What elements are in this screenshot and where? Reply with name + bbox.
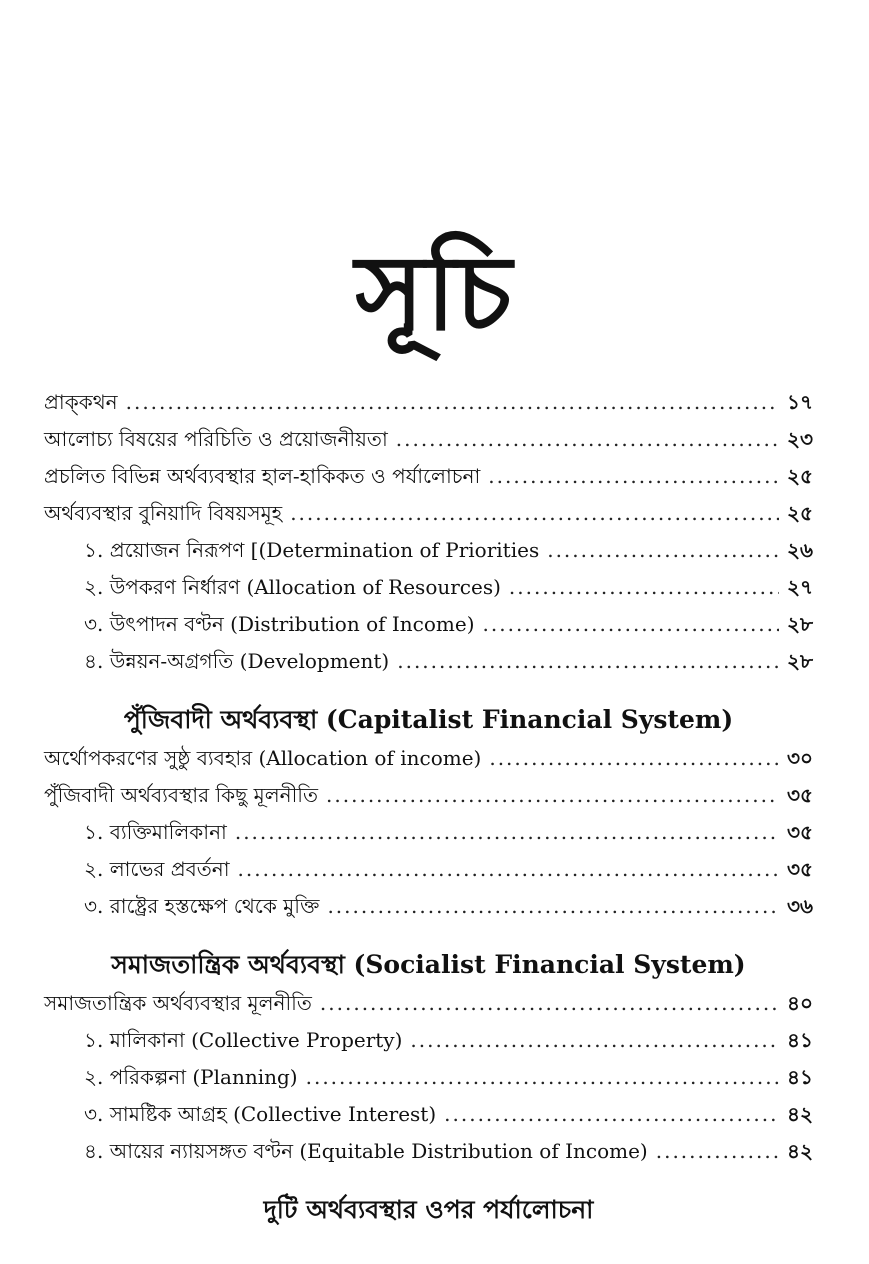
- section-heading: পুঁজিবাদী অর্থব্যবস্থা (Capitalist Financial System): [123, 705, 734, 734]
- dot-leader: [489, 740, 779, 777]
- dot-leader: [126, 384, 779, 421]
- dot-leader: [306, 1059, 779, 1096]
- toc-entry-label: ৩. উৎপাদন বণ্টন (Distribution of Income): [84, 612, 475, 636]
- toc-entry-page: ৩৫: [787, 820, 813, 844]
- dot-leader: [410, 1022, 779, 1059]
- dot-leader: [547, 532, 779, 569]
- dot-leader: [397, 643, 779, 680]
- dot-leader: [290, 495, 779, 532]
- toc-entry-page: ৪০: [787, 991, 813, 1015]
- toc-entry-page: ৩৫: [787, 783, 813, 807]
- toc-entry[interactable]: [44, 985, 813, 1022]
- toc-entry-label: পুঁজিবাদী অর্থব্যবস্থার কিছু মূলনীতি: [44, 783, 319, 807]
- toc-entry-label: ৪. আয়ের ন্যায়সঙ্গত বণ্টন (Equitable Distribution of Income): [84, 1139, 648, 1163]
- toc-entry-page: ৪১: [787, 1028, 813, 1052]
- toc-entry-page: ২৭: [786, 575, 813, 599]
- toc-entry-page: ১৭: [787, 390, 813, 414]
- toc-entry[interactable]: [44, 384, 813, 421]
- toc-entry-page: ৩৫: [787, 857, 813, 881]
- toc-entry-page: ২৮: [787, 649, 813, 673]
- dot-leader: [483, 606, 780, 643]
- dot-leader: [235, 814, 779, 851]
- toc-subentry[interactable]: [44, 606, 813, 643]
- toc-entry[interactable]: [44, 740, 813, 777]
- toc-subentry[interactable]: [44, 851, 813, 888]
- toc-entry[interactable]: [44, 421, 813, 458]
- toc-entry-label: ২. পরিকল্পনা (Planning): [84, 1065, 298, 1089]
- toc-entry-page: ৩৬: [786, 894, 813, 918]
- toc-entry-label: ১. প্রয়োজন নিরূপণ [(Determination of Priorities: [84, 538, 540, 562]
- toc-subentry[interactable]: [44, 1133, 813, 1170]
- toc-subentry[interactable]: [44, 1059, 813, 1096]
- toc-entry-page: ৪১: [787, 1065, 813, 1089]
- toc-subentry[interactable]: [44, 569, 813, 606]
- toc-entry-label: ৩. সামষ্টিক আগ্রহ (Collective Interest): [84, 1102, 437, 1126]
- toc-subentry[interactable]: [44, 643, 813, 680]
- toc-entry-page: ২৫: [787, 501, 813, 525]
- toc-entry-label: ১. ব্যক্তিমালিকানা: [84, 820, 227, 844]
- dot-leader: [320, 985, 779, 1022]
- toc-entry-label: ৪. উন্নয়ন-অগ্রগতি (Development): [84, 649, 390, 673]
- toc-entry-page: ২৩: [786, 427, 813, 451]
- dot-leader: [509, 569, 779, 606]
- toc-entry-page: ২৮: [787, 612, 813, 636]
- section-heading: সমাজতান্ত্রিক অর্থব্যবস্থা (Socialist Financial System): [111, 950, 746, 979]
- toc-entry-label: ৩. রাষ্ট্রের হস্তক্ষেপ থেকে মুক্তি: [84, 894, 320, 918]
- table-of-contents: [44, 384, 813, 1230]
- toc-entry-page: ৪২: [787, 1139, 813, 1163]
- section-spacer: [44, 1170, 813, 1190]
- page-title: সূচি: [355, 231, 514, 354]
- section-spacer: [44, 680, 813, 700]
- dot-leader: [326, 777, 779, 814]
- toc-subentry[interactable]: [44, 1096, 813, 1133]
- toc-subentry[interactable]: [44, 532, 813, 569]
- dot-leader: [238, 851, 779, 888]
- toc-entry-page: ২৬: [786, 538, 813, 562]
- toc-entry-label: আলোচ্য বিষয়ের পরিচিতি ও প্রয়োজনীয়তা: [44, 427, 388, 451]
- toc-entry-page: ২৫: [787, 464, 813, 488]
- toc-subentry[interactable]: [44, 888, 813, 925]
- section-heading: দুটি অর্থব্যবস্থার ওপর পর্যালোচনা: [263, 1195, 594, 1224]
- toc-entry-label: প্রাক্‌কথন: [44, 390, 118, 414]
- dot-leader: [444, 1096, 779, 1133]
- dot-leader: [656, 1133, 779, 1170]
- toc-entry-label: ২. লাভের প্রবর্তনা: [84, 857, 230, 881]
- toc-entry-label: অর্থোপকরণের সুষ্ঠু ব্যবহার (Allocation of income): [44, 746, 482, 770]
- toc-entry-label: অর্থব্যবস্থার বুনিয়াদি বিষয়সমূহ: [44, 501, 283, 525]
- dot-leader: [488, 458, 779, 495]
- toc-entry-page: ৩০: [786, 746, 813, 770]
- toc-entry-label: ২. উপকরণ নির্ধারণ (Allocation of Resources): [84, 575, 501, 599]
- toc-entry[interactable]: [44, 777, 813, 814]
- section-spacer: [44, 925, 813, 945]
- toc-entry-label: ১. মালিকানা (Collective Property): [84, 1028, 403, 1052]
- toc-subentry[interactable]: [44, 814, 813, 851]
- toc-entry[interactable]: [44, 458, 813, 495]
- toc-entry-label: প্রচলিত বিভিন্ন অর্থব্যবস্থার হাল-হাকিকত ও পর্যালোচনা: [44, 464, 481, 488]
- dot-leader: [327, 888, 779, 925]
- dot-leader: [396, 421, 779, 458]
- toc-entry-page: ৪২: [787, 1102, 813, 1126]
- toc-entry[interactable]: [44, 495, 813, 532]
- toc-entry-label: সমাজতান্ত্রিক অর্থব্যবস্থার মূলনীতি: [44, 991, 312, 1015]
- toc-subentry[interactable]: [44, 1022, 813, 1059]
